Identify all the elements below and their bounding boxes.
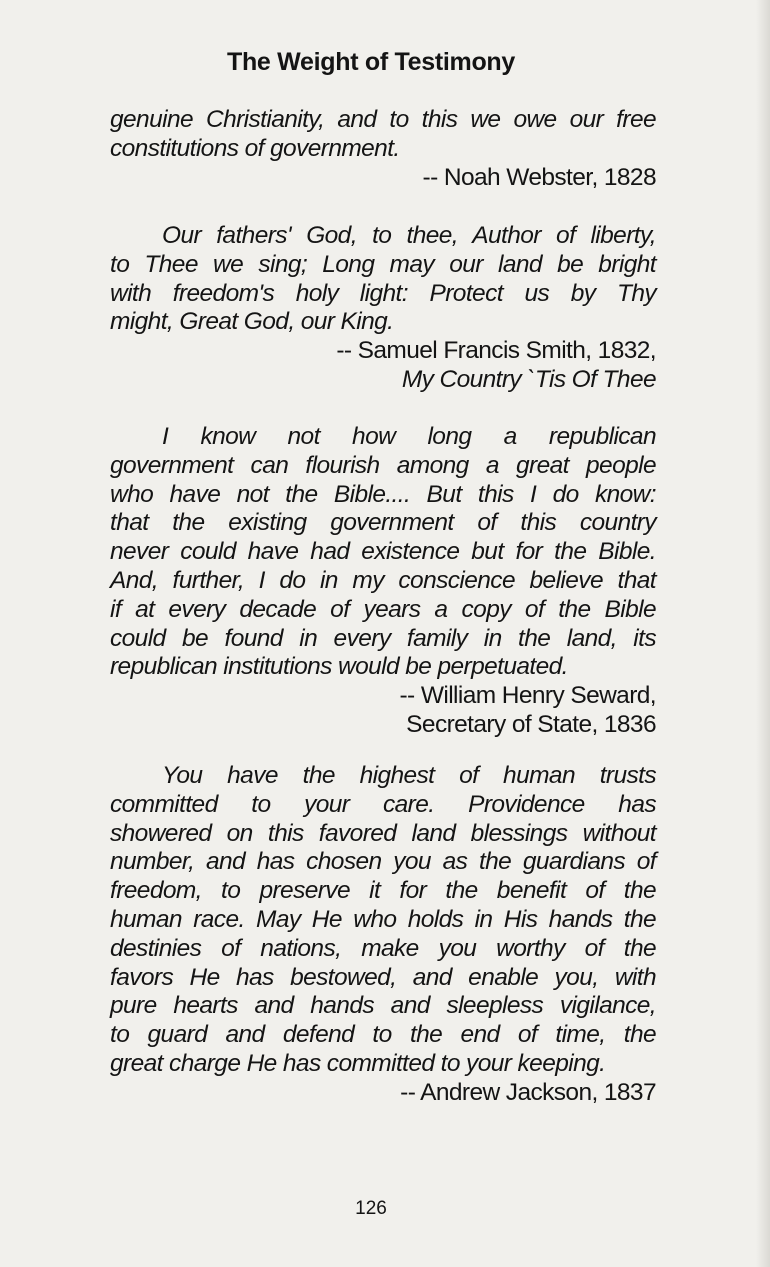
quote-line: genuine Christianity, and to this we owe our free [110, 106, 656, 133]
quote-line: Our fathers' God, to thee, Author of liberty, [162, 222, 656, 249]
quote-line: republican institutions would be perpetuated. [110, 653, 568, 681]
quote-line: human race. May He who holds in His hands the [110, 905, 656, 933]
quote-line: You have the highest of human trusts [162, 762, 656, 789]
attribution: -- Samuel Francis Smith, 1832, [336, 337, 656, 365]
quote-line: freedom, to preserve it for the benefit of the [110, 877, 656, 905]
quote-line: favors He has bestowed, and enable you, with [110, 963, 656, 991]
running-title: The Weight of Testimony [226, 48, 515, 76]
quote-line: constitutions of government. [110, 134, 400, 162]
quote-line: number, and has chosen you as the guardians of [110, 848, 656, 876]
quote-line: might, Great God, our King. [110, 308, 394, 336]
quote-line: that the existing government of this country [110, 509, 656, 537]
quote-line: great charge He has committed to your keeping. [110, 1049, 606, 1077]
attribution: -- William Henry Seward, [399, 682, 656, 710]
page-edge-shadow [756, 0, 770, 1267]
attribution: -- Noah Webster, 1828 [422, 163, 656, 191]
attribution: Secretary of State, 1836 [406, 710, 656, 738]
quote-line: pure hearts and hands and sleepless vigilance, [110, 992, 656, 1020]
page-number: 126 [355, 1198, 387, 1219]
quote-line: to Thee we sing; Long may our land be bright [110, 250, 656, 278]
quote-line: government can flourish among a great people [110, 451, 656, 479]
quote-line: who have not the Bible.... But this I do know: [110, 480, 656, 508]
quote-line: if at every decade of years a copy of the Bible [110, 595, 656, 623]
quote-seward [110, 423, 656, 740]
quote-line: And, further, I do in my conscience believe that [110, 566, 656, 594]
quote-line: to guard and defend to the end of time, the [110, 1021, 656, 1049]
quote-line: destinies of nations, make you worthy of the [110, 934, 656, 962]
quote-jackson [110, 762, 656, 1108]
quote-webster [110, 106, 656, 192]
quote-line: I know not how long a republican [162, 423, 656, 450]
quote-line: showered on this favored land blessings without [110, 819, 656, 847]
quote-line: committed to your care. Providence has [110, 790, 656, 818]
quote-line: could be found in every family in the land, its [110, 624, 656, 652]
quote-line: never could have had existence but for the Bible. [110, 538, 656, 566]
attribution: -- Andrew Jackson, 1837 [400, 1078, 656, 1106]
quote-smith [110, 222, 656, 395]
quote-line: with freedom's holy light: Protect us by Thy [110, 279, 656, 307]
work-title: My Country `Tis Of Thee [401, 365, 656, 393]
